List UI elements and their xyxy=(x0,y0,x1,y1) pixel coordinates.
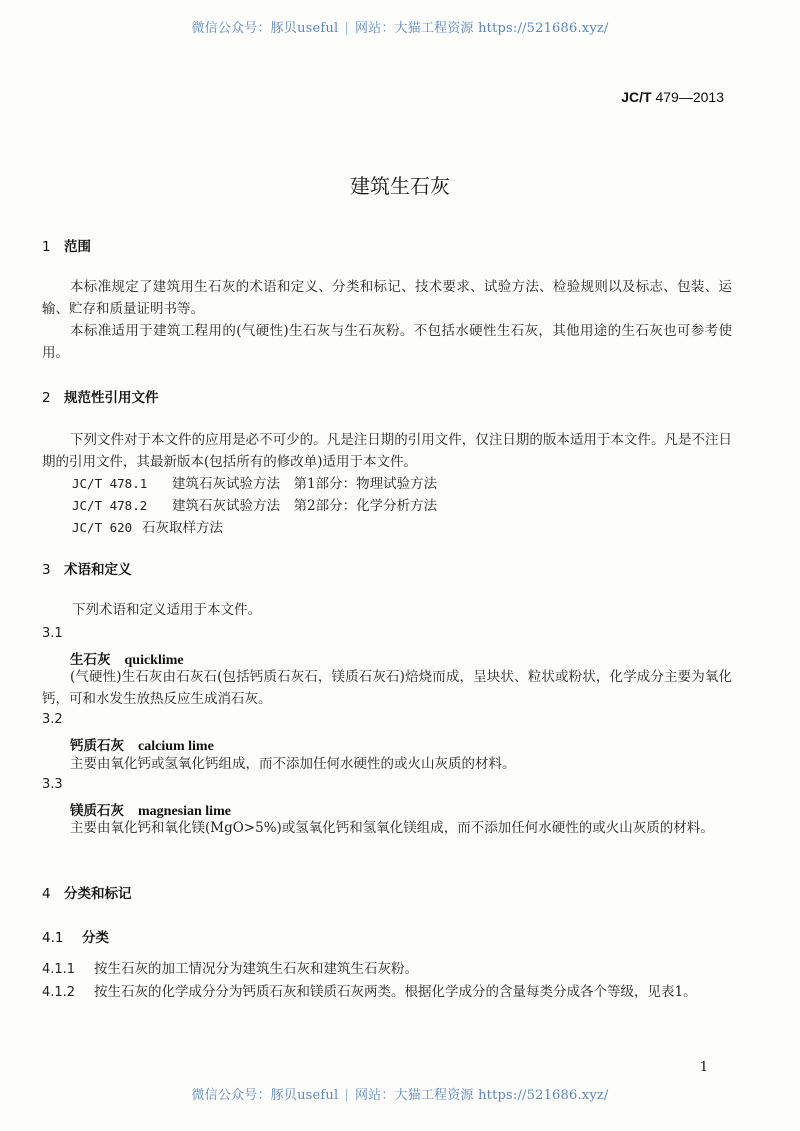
reference-title: 石灰取样方法 xyxy=(142,520,223,536)
section-2-paragraph-1: 下列文件对于本文件的应用是必不可少的。凡是注日期的引用文件，仅注日期的版本适用于本文件。凡是不注日期的引用文件，其最新版本(包括所有的修改单)适用于本文件。 xyxy=(42,432,732,470)
section-1-heading xyxy=(42,235,91,255)
term-heading xyxy=(70,734,214,755)
watermark-wechat: 微信公众号：豚贝useful xyxy=(191,21,339,36)
section-title: 范围 xyxy=(64,239,91,255)
watermark-separator: | xyxy=(344,21,349,36)
section-title: 分类和标记 xyxy=(64,886,132,902)
reference-title: 建筑石灰试验方法 第2部分：化学分析方法 xyxy=(172,498,438,514)
term-definition: 主要由氧化钙和氧化镁(MgO>5%)或氢氧化钙和氢氧化镁组成，而不添加任何水硬性的或火山灰质的材料。 xyxy=(70,820,714,836)
term-definition: (气硬性)生石灰由石灰石(包括钙质石灰石，镁质石灰石)焙烧而成，呈块状、粒状或粉状，化学成分主要为氧化钙，可和水发生放热反应生成消石灰。 xyxy=(42,669,732,707)
subsection-title: 分类 xyxy=(82,930,109,946)
watermark-separator: | xyxy=(344,1088,349,1103)
section-3-heading xyxy=(42,558,132,578)
reference-code: JC/T 620 xyxy=(72,520,133,535)
section-title: 规范性引用文件 xyxy=(64,390,159,406)
reference-code: JC/T 478.1 xyxy=(72,476,148,491)
term-en: magnesian lime xyxy=(138,804,231,819)
term-number: 3.1 xyxy=(42,626,63,641)
section-number: 1 xyxy=(42,239,51,255)
watermark-wechat: 微信公众号：豚贝useful xyxy=(191,1088,339,1103)
section-1-paragraph-1: 本标准规定了建筑用生石灰的术语和定义、分类和标记、技术要求、试验方法、检验规则以及标志、包装、运输、贮存和质量证明书等。 xyxy=(42,279,732,317)
watermark-site: 网站：大猫工程资源 https://521686.xyz/ xyxy=(354,1088,609,1103)
term-number: 3.2 xyxy=(42,712,63,727)
clause-text: 按生石灰的化学成分分为钙质石灰和镁质石灰两类。根据化学成分的含量每类分成各个等级，见表1。 xyxy=(94,984,697,1000)
section-2-heading xyxy=(42,386,159,406)
term-number: 3.3 xyxy=(42,777,63,792)
clause-number: 4.1.1 xyxy=(42,962,76,977)
section-3-intro: 下列术语和定义适用于本文件。 xyxy=(72,602,261,618)
term-zh: 钙质石灰 xyxy=(70,738,124,754)
standard-code xyxy=(621,89,724,105)
section-4-heading xyxy=(42,882,132,902)
clause-number: 4.1.2 xyxy=(42,985,76,1000)
watermark-bottom xyxy=(0,1084,800,1103)
watermark-site: 网站：大猫工程资源 https://521686.xyz/ xyxy=(354,21,609,36)
standard-code-number: 479—2013 xyxy=(655,89,724,105)
subsection-number: 4.1 xyxy=(42,930,64,946)
term-zh: 镁质石灰 xyxy=(70,803,124,819)
section-number: 3 xyxy=(42,562,51,578)
document-title: 建筑生石灰 xyxy=(350,174,450,198)
clause-text: 按生石灰的加工情况分为建筑生石灰和建筑生石灰粉。 xyxy=(94,961,418,977)
clause-item xyxy=(42,981,732,1004)
standard-code-prefix: JC/T xyxy=(621,89,652,105)
watermark-top xyxy=(0,17,800,36)
clause-item xyxy=(42,958,732,981)
section-1-paragraph-2: 本标准适用于建筑工程用的(气硬性)生石灰与生石灰粉。不包括水硬性生石灰，其他用途的生石灰也可参考使用。 xyxy=(42,323,732,361)
reference-item xyxy=(72,473,437,495)
reference-item xyxy=(72,517,223,539)
reference-code: JC/T 478.2 xyxy=(72,498,148,513)
section-number: 4 xyxy=(42,886,51,902)
term-en: calcium lime xyxy=(138,739,214,754)
reference-title: 建筑石灰试验方法 第1部分：物理试验方法 xyxy=(172,476,438,492)
section-number: 2 xyxy=(42,390,51,406)
term-definition: 主要由氧化钙或氢氧化钙组成，而不添加任何水硬性的或火山灰质的材料。 xyxy=(70,756,516,772)
page-number: 1 xyxy=(699,1060,708,1075)
term-en: quicklime xyxy=(124,653,184,668)
subsection-4-1-heading xyxy=(42,926,109,946)
reference-item xyxy=(72,495,437,517)
term-zh: 生石灰 xyxy=(70,652,111,668)
section-title: 术语和定义 xyxy=(64,562,132,578)
